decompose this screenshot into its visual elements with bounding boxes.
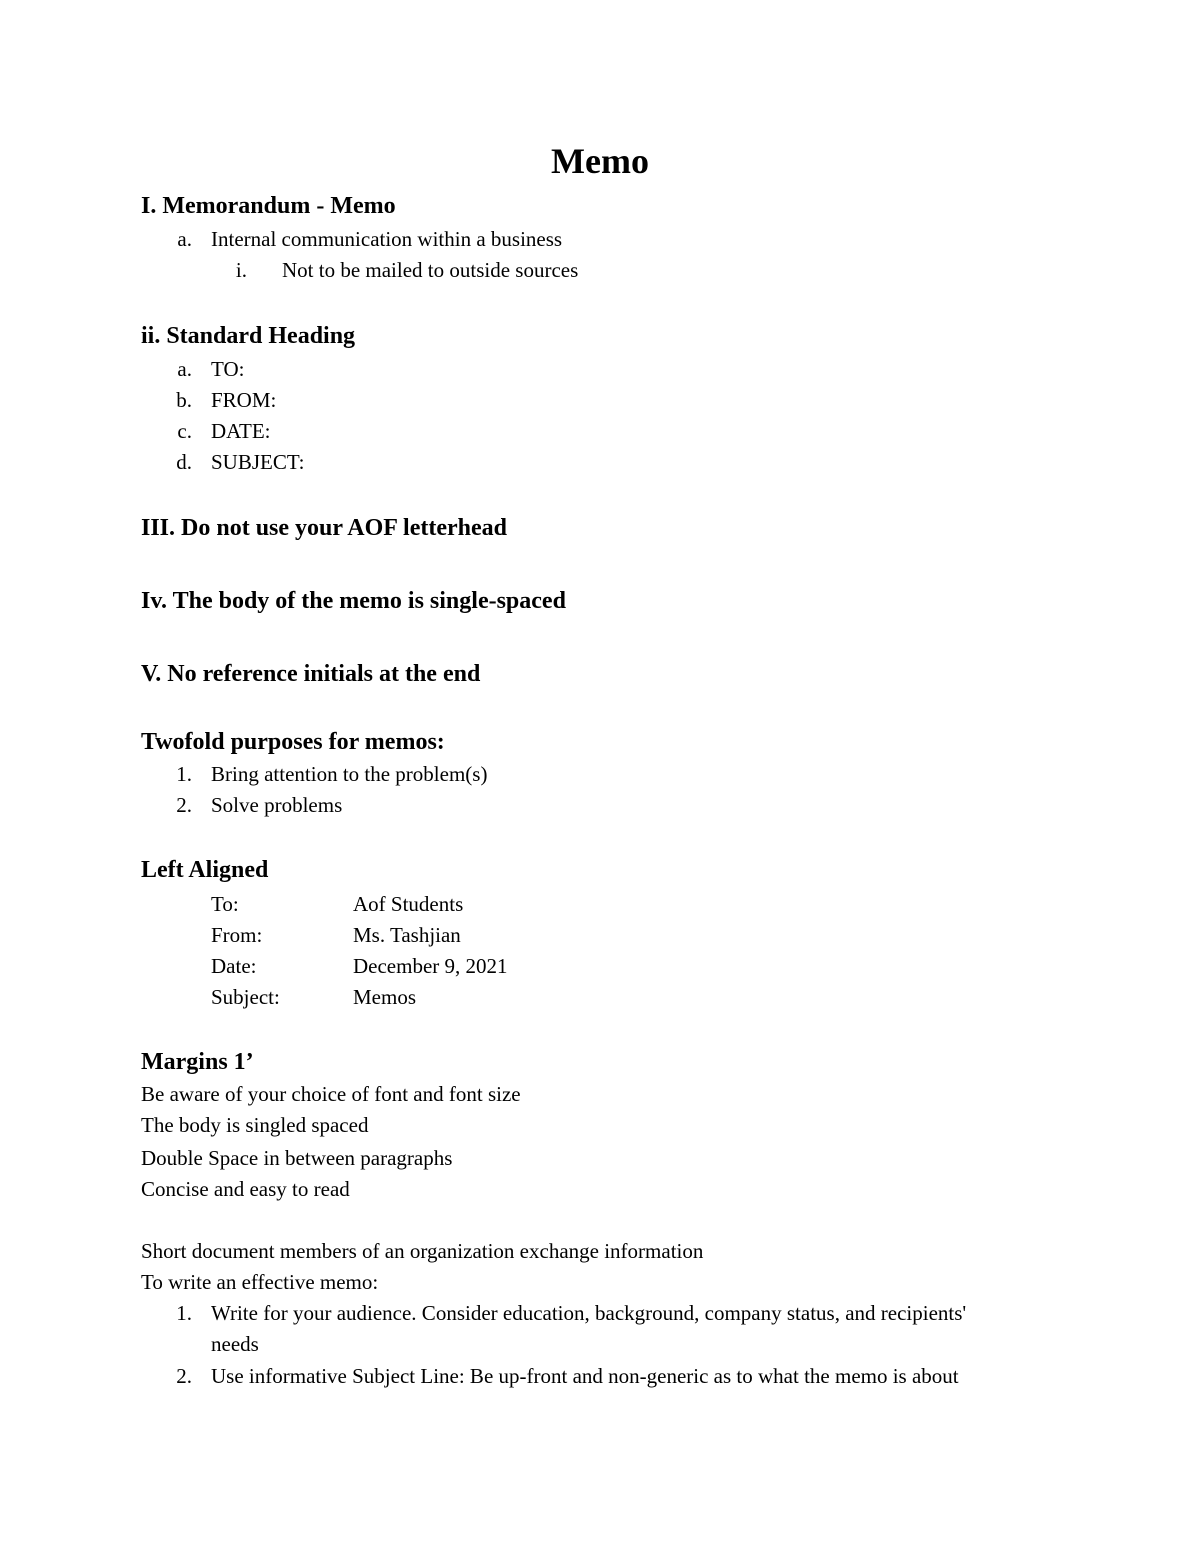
memo-field-label: Subject: — [211, 985, 280, 1009]
list-marker: a. — [177, 227, 192, 251]
memo-field-label: Date: — [211, 954, 257, 978]
list-item: Use informative Subject Line: Be up-front and non-generic as to what the memo is about — [211, 1364, 959, 1388]
memo-field-value: Aof Students — [353, 892, 464, 916]
list-item-continuation: needs — [211, 1332, 259, 1356]
list-marker: 1. — [176, 1301, 192, 1325]
section-heading-letterhead: III. Do not use your AOF letterhead — [141, 515, 507, 541]
list-item: Solve problems — [211, 793, 343, 817]
list-item: Bring attention to the problem(s) — [211, 762, 488, 786]
paragraph-line: Short document members of an organization exchange information — [141, 1239, 704, 1263]
list-marker: 1. — [176, 762, 192, 786]
paragraph-line: Double Space in between paragraphs — [141, 1146, 453, 1170]
page-title: Memo — [551, 141, 649, 181]
list-item: DATE: — [211, 419, 271, 443]
section-heading-standard-heading: ii. Standard Heading — [141, 323, 356, 349]
paragraph-line: Be aware of your choice of font and font size — [141, 1082, 521, 1106]
section-heading-memorandum: I. Memorandum - Memo — [141, 193, 396, 219]
list-marker: b. — [176, 388, 192, 412]
paragraph-line: To write an effective memo: — [141, 1270, 379, 1294]
section-heading-single-spaced: Iv. The body of the memo is single-spaced — [141, 588, 566, 614]
paragraph-line: The body is singled spaced — [141, 1113, 369, 1137]
memo-field-value: Ms. Tashjian — [353, 923, 461, 947]
list-item: SUBJECT: — [211, 450, 305, 474]
list-item: Not to be mailed to outside sources — [282, 258, 579, 282]
memo-field-label: To: — [211, 892, 239, 916]
list-marker: 2. — [176, 1364, 192, 1388]
list-marker: 2. — [176, 793, 192, 817]
list-marker: a. — [177, 357, 192, 381]
paragraph-line: Concise and easy to read — [141, 1177, 350, 1201]
list-item: Write for your audience. Consider education, background, company status, and recipients' — [211, 1301, 967, 1325]
list-item: TO: — [211, 357, 245, 381]
list-marker: i. — [235, 258, 247, 282]
memo-field-value: Memos — [353, 985, 416, 1009]
section-heading-reference-initials: V. No reference initials at the end — [141, 661, 481, 687]
list-marker: c. — [177, 419, 192, 443]
list-item: FROM: — [211, 388, 277, 412]
section-heading-margins: Margins 1’ — [141, 1049, 254, 1075]
list-marker: d. — [176, 450, 192, 474]
section-heading-left-aligned: Left Aligned — [141, 857, 269, 883]
memo-field-value: December 9, 2021 — [353, 954, 508, 978]
memo-field-label: From: — [211, 923, 263, 947]
list-item: Internal communication within a business — [211, 227, 563, 251]
section-heading-purposes: Twofold purposes for memos: — [141, 729, 445, 755]
